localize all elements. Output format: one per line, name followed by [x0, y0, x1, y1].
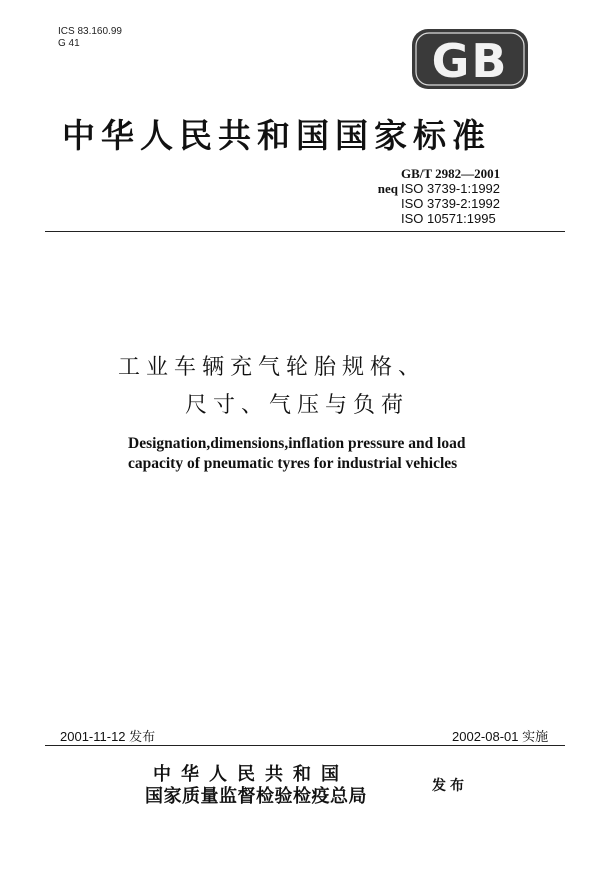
- ics-code: ICS 83.160.99: [58, 26, 122, 37]
- title-en-line1: Designation,dimensions,inflation pressure and load: [128, 435, 466, 452]
- gb-number-row: [370, 166, 540, 181]
- top-divider: [45, 231, 565, 232]
- iso-ref: ISO 3739-1:1992: [401, 181, 501, 196]
- iso-ref-row: [370, 181, 540, 196]
- logo-text: GB: [431, 34, 509, 88]
- gb-logo-icon: [410, 26, 530, 92]
- issuer-line2: 国家质量监督检验检疫总局: [145, 786, 367, 807]
- iso-ref-row: [370, 196, 540, 211]
- iso-ref: ISO 10571:1995: [401, 211, 496, 226]
- implement-date: 2002-08-01 实施: [452, 729, 549, 744]
- bottom-divider: [45, 745, 565, 746]
- ccs-code: G 41: [58, 38, 80, 49]
- publish-date: 2001-11-12 发布: [60, 729, 156, 744]
- title-cn-line1: 工业车辆充气轮胎规格、: [118, 355, 427, 380]
- iso-ref-row: [370, 211, 540, 226]
- title-en-line2: capacity of pneumatic tyres for industrial vehicles: [128, 455, 458, 472]
- relation-prefix: neq: [377, 181, 398, 196]
- issuer-line1: 中华人民共和国: [153, 764, 349, 785]
- classification-codes: [58, 26, 122, 50]
- national-standard-title: 中华人民共和国国家标准: [62, 116, 491, 155]
- issued-label: 发布: [432, 778, 468, 794]
- issuing-authority: [145, 764, 367, 808]
- standard-identifiers: [370, 166, 540, 226]
- title-en: [128, 434, 528, 474]
- title-cn-line2: 尺寸、气压与负荷: [185, 393, 410, 418]
- gb-number: GB/T 2982—2001: [401, 166, 501, 181]
- iso-ref: ISO 3739-2:1992: [401, 196, 501, 211]
